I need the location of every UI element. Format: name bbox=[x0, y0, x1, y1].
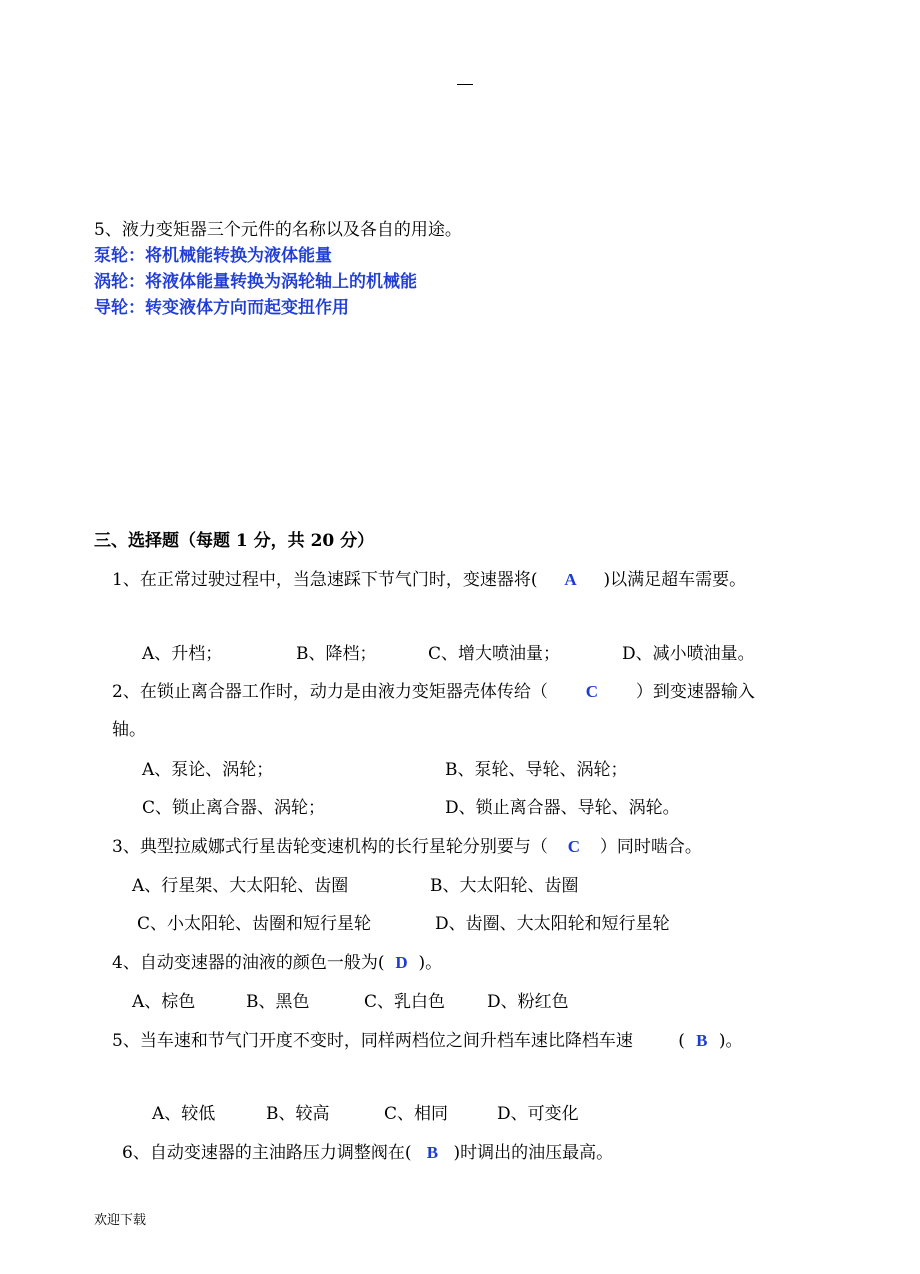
section-title: 三、选择题（每题 1 分，共 20 分） bbox=[94, 531, 375, 551]
option-3b: B、大太阳轮、齿圈 bbox=[430, 876, 579, 896]
option-3c: C、小太阳轮、齿圈和短行星轮 bbox=[137, 914, 372, 934]
question-5: 5、当车速和节气门开度不变时，同样两档位之间升档车速比降档车速 ( B )。 bbox=[112, 1031, 743, 1051]
question-2: 2、在锁止离合器工作时，动力是由液力变矩器壳体传给（ C ）到变速器输入 bbox=[112, 682, 755, 702]
option-4c: C、乳白色 bbox=[364, 992, 446, 1012]
option-1c: C、增大喷油量； bbox=[428, 644, 561, 664]
answer-2: C bbox=[585, 682, 598, 701]
footer-text: 欢迎下载 bbox=[94, 1213, 147, 1228]
option-2d: D、锁止离合器、导轮、涡轮。 bbox=[445, 798, 680, 818]
option-5c: C、相同 bbox=[384, 1104, 449, 1124]
question-4: 4、自动变速器的油液的颜色一般为( D )。 bbox=[112, 953, 443, 973]
question-1: 1、在正常过驶过程中，当急速踩下节气门时，变速器将( A )以满足超车需要。 bbox=[112, 570, 747, 590]
option-1b: B、降档； bbox=[296, 644, 377, 664]
option-4a: A、棕色 bbox=[132, 992, 196, 1012]
answer-turbine: 涡轮：将液体能量转换为涡轮轴上的机械能 bbox=[94, 272, 417, 292]
option-2b: B、泵轮、导轮、涡轮； bbox=[445, 760, 628, 780]
answer-5: B bbox=[696, 1031, 708, 1050]
answer-6: B bbox=[426, 1143, 439, 1162]
question-6: 6、自动变速器的主油路压力调整阀在( B )时调出的油压最高。 bbox=[122, 1143, 614, 1163]
answer-3: C bbox=[567, 837, 580, 856]
option-5d: D、可变化 bbox=[497, 1104, 579, 1124]
option-4d: D、粉红色 bbox=[487, 992, 569, 1012]
answer-4: D bbox=[395, 953, 408, 972]
question-3: 3、典型拉威娜式行星齿轮变速机构的长行星轮分别要与（ C ）同时啮合。 bbox=[112, 837, 702, 857]
option-1a: A、升档； bbox=[142, 644, 223, 664]
option-2c: C、锁止离合器、涡轮； bbox=[142, 798, 326, 818]
option-1d: D、减小喷油量。 bbox=[622, 644, 755, 664]
answer-stator: 导轮：转变液体方向而起变扭作用 bbox=[94, 298, 349, 318]
option-3d: D、齿圈、大太阳轮和短行星轮 bbox=[435, 914, 670, 934]
header-dash bbox=[457, 84, 473, 85]
option-3a: A、行星架、大太阳轮、齿圈 bbox=[132, 876, 349, 896]
short-question-5: 5、液力变矩器三个元件的名称以及各自的用途。 bbox=[94, 220, 462, 240]
question-2-continuation: 轴。 bbox=[112, 720, 146, 740]
option-5b: B、较高 bbox=[266, 1104, 330, 1124]
answer-1: A bbox=[564, 570, 577, 589]
answer-pump-wheel: 泵轮：将机械能转换为液体能量 bbox=[94, 246, 332, 266]
option-2a: A、泵论、涡轮； bbox=[142, 760, 274, 780]
option-4b: B、黑色 bbox=[246, 992, 310, 1012]
option-5a: A、较低 bbox=[152, 1104, 216, 1124]
